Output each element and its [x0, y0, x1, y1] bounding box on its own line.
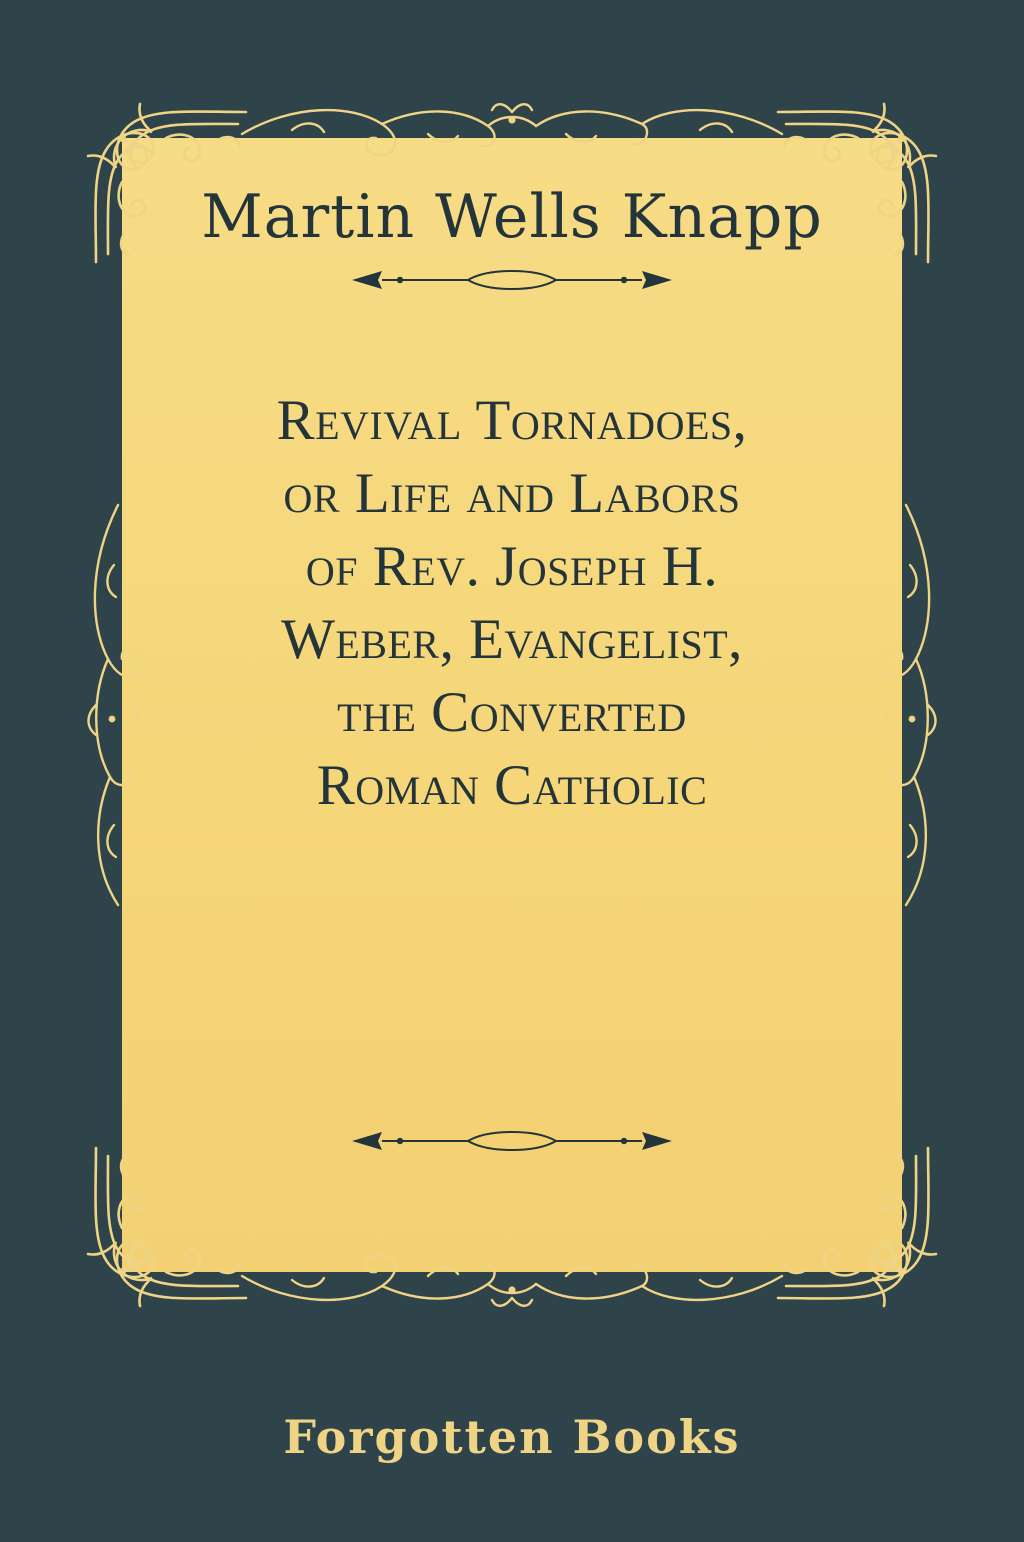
divider-ornament-bottom	[352, 1128, 672, 1154]
cover-content	[122, 138, 902, 1272]
title-line: Weber, Evangelist,	[281, 607, 743, 671]
book-title	[162, 385, 862, 823]
title-line: Roman Catholic	[316, 753, 708, 817]
title-line: Revival Tornadoes,	[276, 389, 748, 452]
title-line: of Rev. Joseph H.	[305, 534, 719, 598]
title-line: the Converted	[337, 680, 687, 744]
divider-ornament-top	[352, 267, 672, 293]
title-line: or Life and Labors	[283, 461, 741, 525]
author-name: Martin Wells Knapp	[201, 182, 823, 252]
ornamental-frame	[78, 94, 946, 1316]
publisher-logo: Forgotten Books	[283, 1410, 741, 1464]
